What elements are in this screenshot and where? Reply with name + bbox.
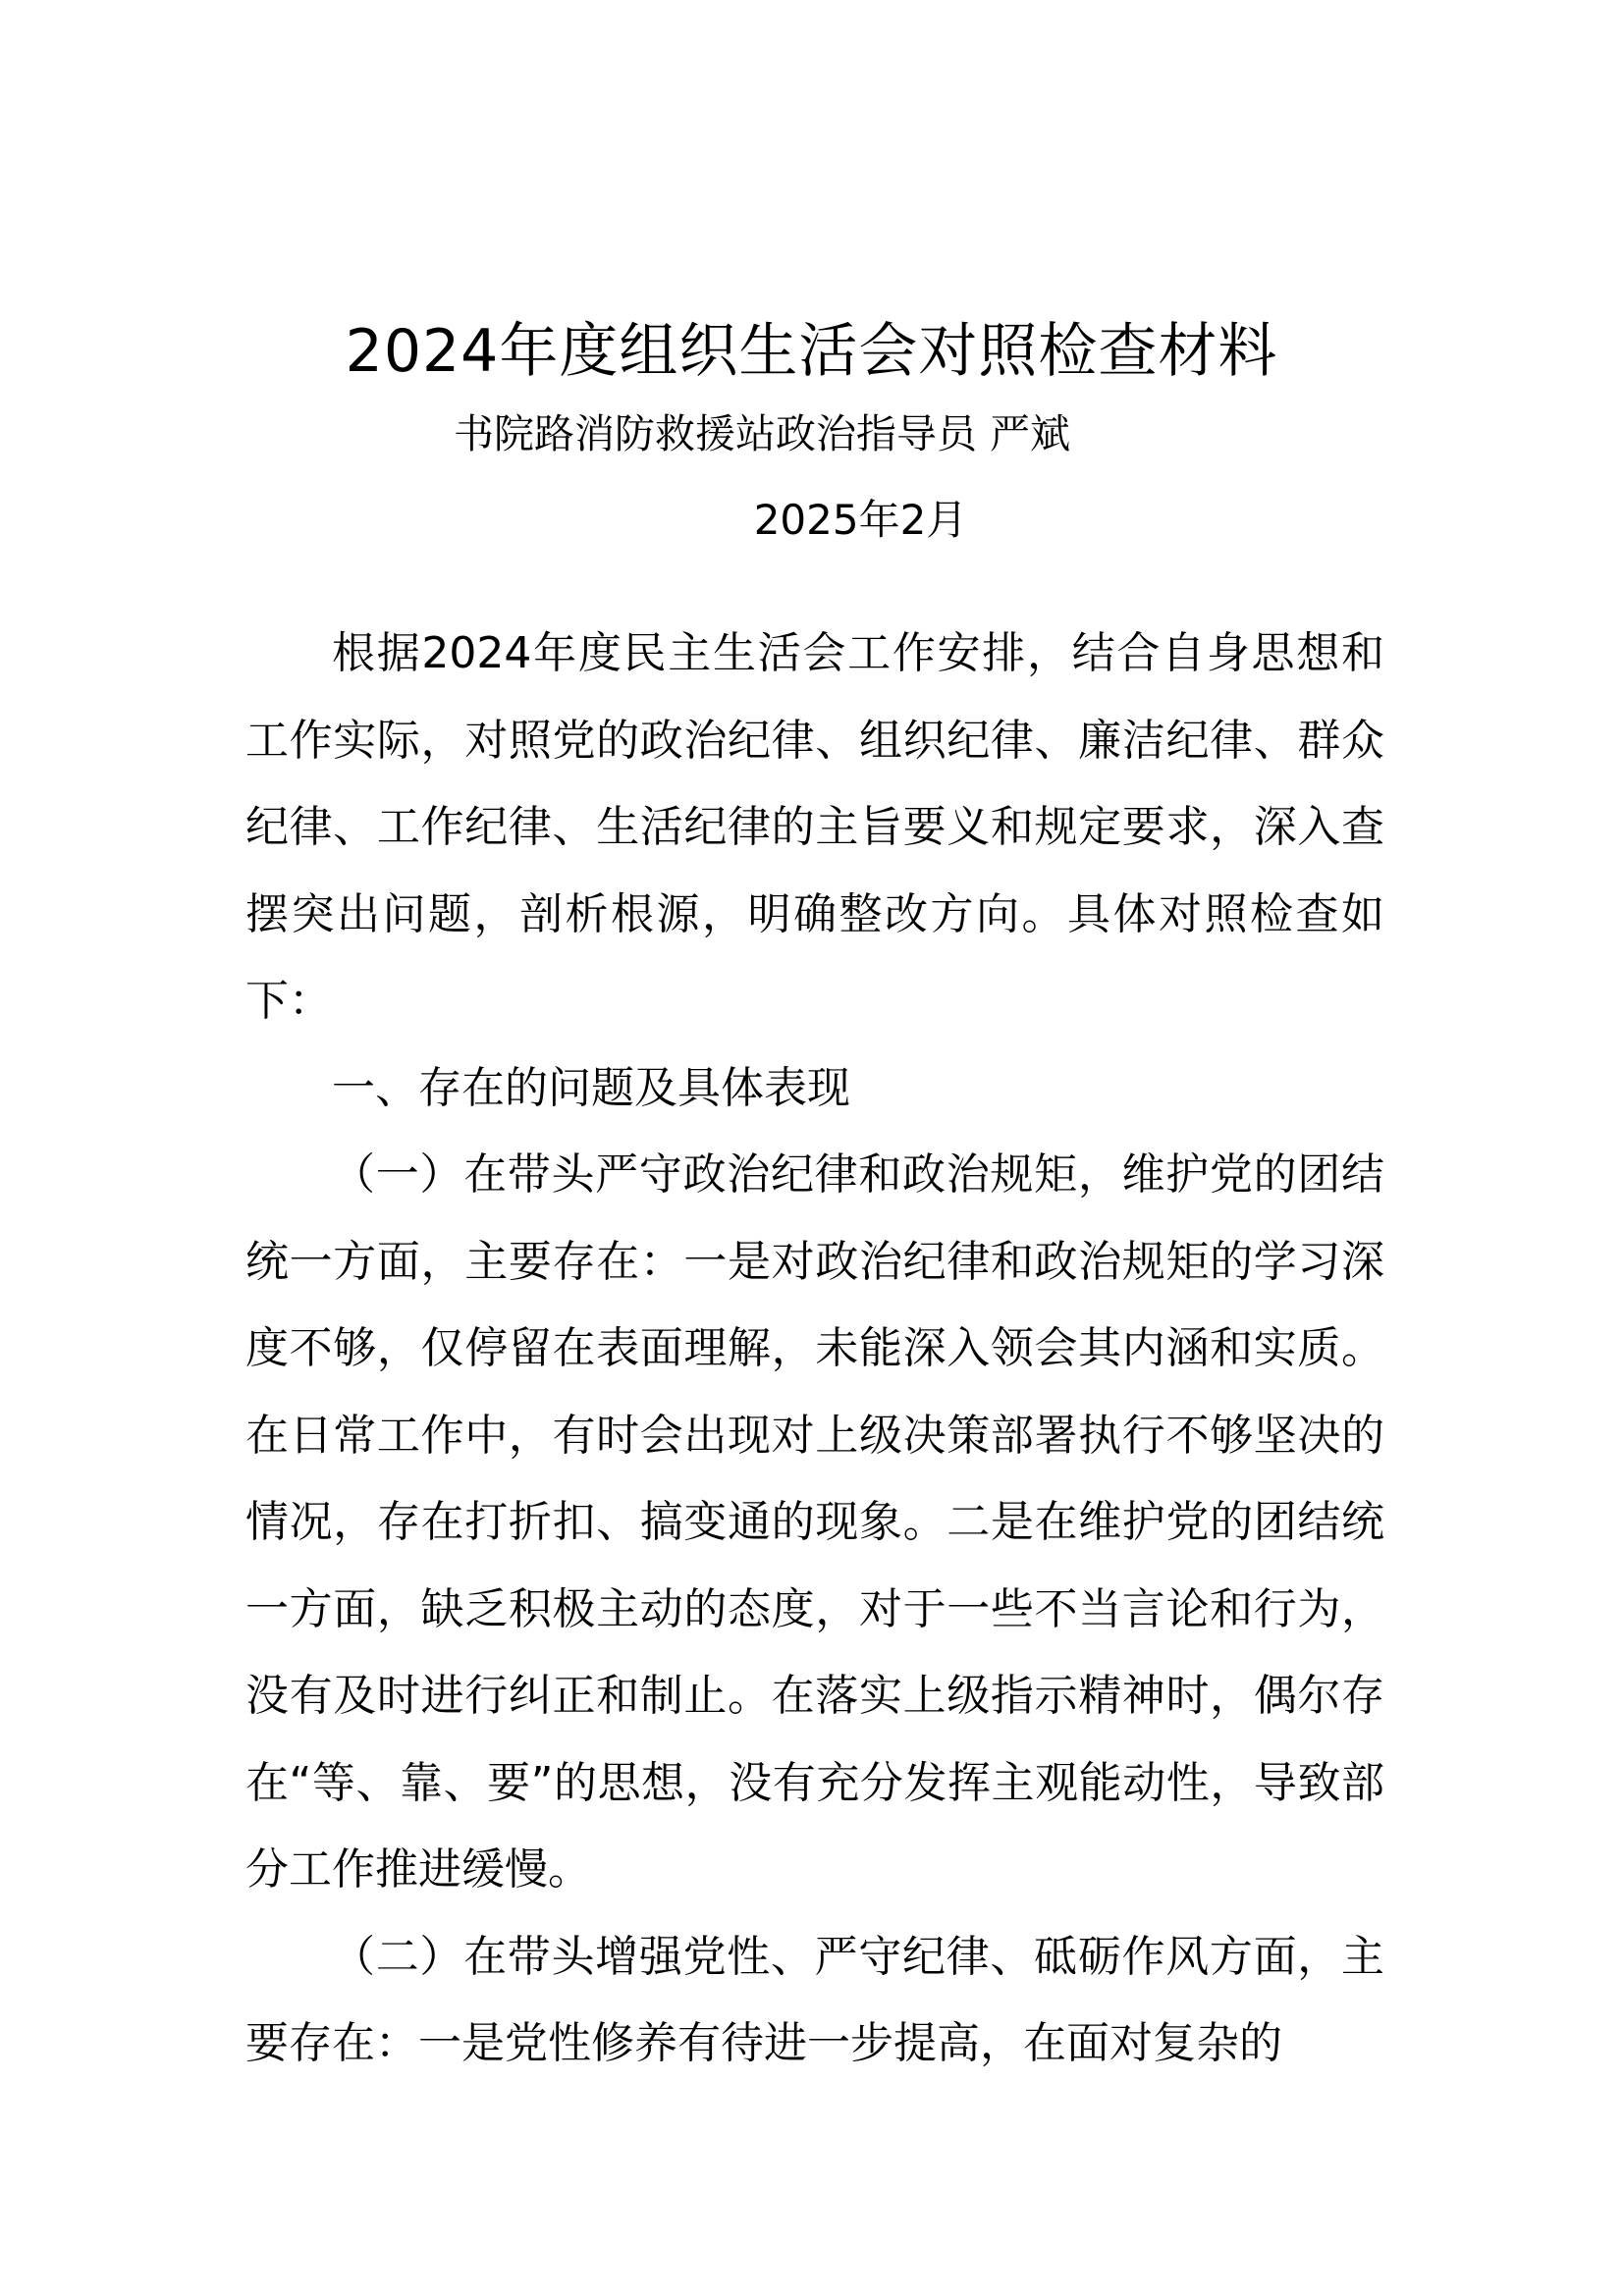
document-body [245,611,1384,2088]
body-paragraph: （一）在带头严守政治纪律和政治规矩，维护党的团结统一方面，主要存在：一是对政治纪律和政治规矩的学习深度不够，仅停留在表面理解，未能深入领会其内涵和实质。在日常工作中，有时会出现对上级决策部署执行不够坚决的情况，存在打折扣、搞变通的现象。二是在维护党的团结统一方面，缺乏积极主动的态度，对于一些不当言论和行为，没有及时进行纠正和制止。在落实上级指示精神时，偶尔存在“等、靠、要”的思想，没有充分发挥主观能动性，导致部分工作推进缓慢。 [245,1149,1384,1895]
document-date: 2025年2月 [753,496,968,544]
intro-paragraph: 根据2024年度民主生活会工作安排，结合自身思想和工作实际，对照党的政治纪律、组织纪律、廉洁纪律、群众纪律、工作纪律、生活纪律的主旨要义和规定要求，深入查摆突出问题，剖析根源，明确整改方向。具体对照检查如下： [245,628,1384,1026]
body-paragraph: （二）在带头增强党性、严守纪律、砥砺作风方面，主要存在：一是党性修养有待进一步提高，在面对复杂的 [245,1931,1384,2068]
document-byline: 书院路消防救援站政治指导员 严斌 [454,410,1071,457]
section-heading: 一、存在的问题及具体表现 [332,1062,850,1113]
document-title: 2024年度组织生活会对照检查材料 [345,317,1278,386]
